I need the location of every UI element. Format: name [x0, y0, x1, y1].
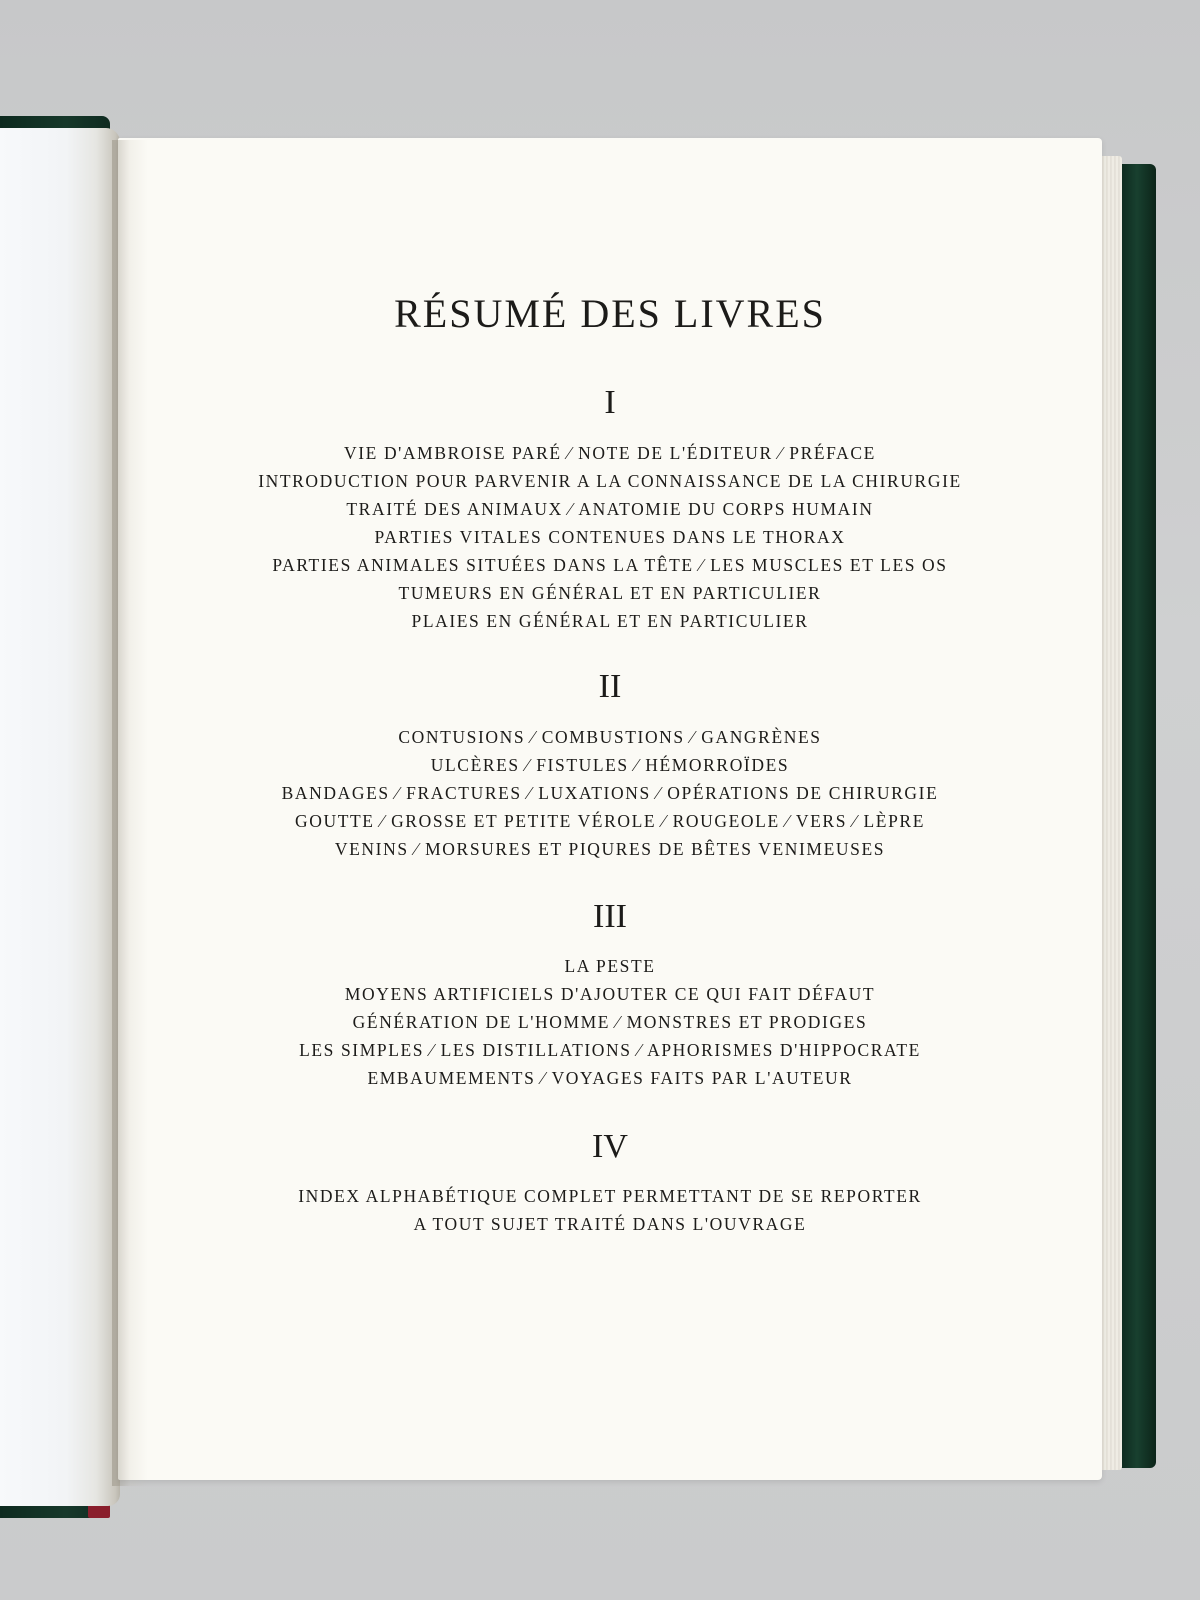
page-title: RÉSUMÉ DES LIVRES — [394, 291, 826, 336]
book-3-line-2: MOYENS ARTIFICIELS D'AJOUTER CE QUI FAIT DÉFAUT — [344, 984, 876, 1004]
book-1-line-2: INTRODUCTION POUR PARVENIR A LA CONNAISSANCE DE LA CHIRURGIE — [258, 471, 962, 491]
right-page — [118, 138, 1102, 1480]
book-1-line-6: TUMEURS EN GÉNÉRAL ET EN PARTICULIER — [398, 583, 822, 603]
right-book-cover — [1118, 164, 1156, 1468]
book-numeral-1: I — [604, 384, 616, 421]
book-2-line-3: BANDAGES ⁄ FRACTURES ⁄ LUXATIONS ⁄ OPÉRATIONS DE CHIRURGIE — [281, 783, 939, 803]
book-1-line-4: PARTIES VITALES CONTENUES DANS LE THORAX — [374, 527, 846, 547]
book-1-line-7: PLAIES EN GÉNÉRAL ET EN PARTICULIER — [411, 611, 809, 631]
book-3-line-4: LES SIMPLES ⁄ LES DISTILLATIONS ⁄ APHORISMES D'HIPPOCRATE — [299, 1040, 921, 1060]
book-2-line-4: GOUTTE ⁄ GROSSE ET PETITE VÉROLE ⁄ ROUGEOLE ⁄ VERS ⁄ LÈPRE — [295, 811, 925, 831]
book-4-line-2: A TOUT SUJET TRAITÉ DANS L'OUVRAGE — [413, 1214, 807, 1234]
gutter-shadow — [112, 140, 148, 1486]
left-page — [0, 128, 120, 1506]
book-4-line-1: INDEX ALPHABÉTIQUE COMPLET PERMETTANT DE SE REPORTER — [298, 1186, 922, 1206]
book-2-line-5: VENINS ⁄ MORSURES ET PIQURES DE BÊTES VENIMEUSES — [334, 839, 886, 859]
page-block-edges — [1100, 156, 1122, 1470]
book-2-line-1: CONTUSIONS ⁄ COMBUSTIONS ⁄ GANGRÈNES — [398, 727, 822, 747]
book-3-line-1: LA PESTE — [564, 956, 656, 976]
book-3-line-3: GÉNÉRATION DE L'HOMME ⁄ MONSTRES ET PRODIGES — [352, 1012, 868, 1032]
book-1-line-5: PARTIES ANIMALES SITUÉES DANS LA TÊTE ⁄ LES MUSCLES ET LES OS — [272, 555, 948, 575]
book-1-line-3: TRAITÉ DES ANIMAUX ⁄ ANATOMIE DU CORPS HUMAIN — [346, 499, 874, 519]
book-1-line-1: VIE D'AMBROISE PARÉ ⁄ NOTE DE L'ÉDITEUR ⁄ PRÉFACE — [344, 443, 876, 463]
book-3-line-5: EMBAUMEMENTS ⁄ VOYAGES FAITS PAR L'AUTEUR — [367, 1068, 853, 1088]
book-numeral-2: II — [598, 668, 622, 705]
book-2-line-2: ULCÈRES ⁄ FISTULES ⁄ HÉMORROÏDES — [430, 755, 790, 775]
book-numeral-3: III — [593, 898, 627, 935]
book-numeral-4: IV — [592, 1128, 628, 1165]
